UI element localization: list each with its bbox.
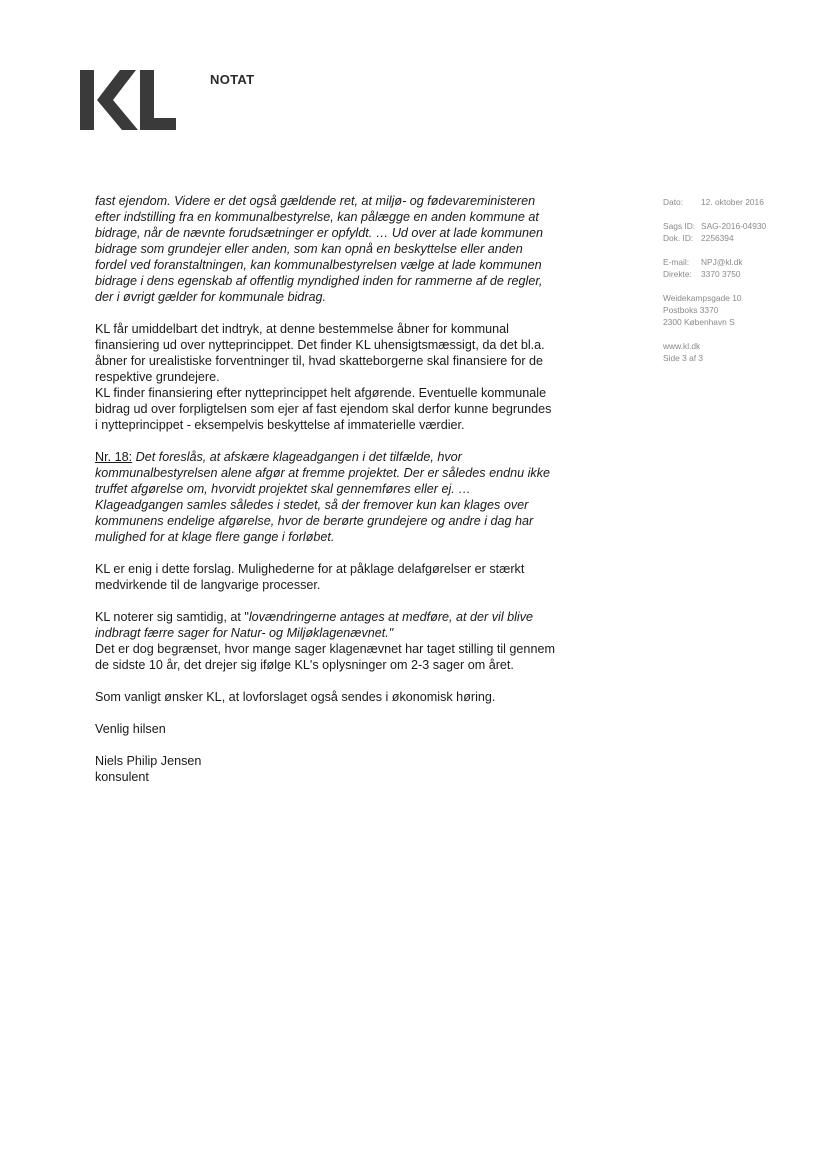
section-quote: Det foreslås, at afskære klageadgangen i det tilfælde, hvor kommunalbestyrelsen alene afgør at fremme projektet. Der er således endnu ikke truffet afgørelse om, hvorvidt projektet skal gennemføres eller ej. … Klageadgangen samles således i stedet, så der fremover kun kan klages over kommunens endelige afgørelse, hvor de berørte grundejere og andre i dag har mulighed for at klage flere gange i forløbet. bbox=[95, 450, 550, 544]
metadata-column bbox=[663, 196, 813, 376]
comment-paragraph: KL er enig i dette forslag. Mulighederne for at påklage delafgørelser er stærkt medvirkende til de langvarige processer. bbox=[95, 562, 525, 592]
sags-id-value: SAG-2016-04930 bbox=[701, 221, 767, 231]
email-value[interactable]: NPJ@kl.dk bbox=[701, 257, 743, 267]
address-line: 2300 København S bbox=[663, 317, 735, 327]
date-row bbox=[663, 196, 813, 208]
email-row bbox=[663, 256, 813, 268]
dok-id-row bbox=[663, 232, 813, 244]
sags-id-row bbox=[663, 220, 813, 232]
direct-phone-value: 3370 3750 bbox=[701, 269, 741, 279]
comment-paragraph bbox=[95, 609, 555, 673]
page-number: Side 3 af 3 bbox=[663, 353, 704, 363]
email-label: E-mail: bbox=[663, 257, 690, 267]
comment-paragraph bbox=[95, 321, 555, 433]
comment-paragraph: Som vanligt ønsker KL, at lovforslaget også sendes i økonomisk høring. bbox=[95, 690, 496, 704]
letter-body bbox=[95, 193, 555, 801]
inline-quote: lovændringerne antages at medføre, at der vil blive indbragt færre sager for Natur- og Miljøklagenævnet." bbox=[95, 610, 534, 640]
section-paragraph bbox=[95, 449, 555, 545]
signature bbox=[95, 753, 555, 785]
comment-text: KL noterer sig samtidig, at " bbox=[95, 610, 249, 624]
dok-id-value: 2256394 bbox=[701, 233, 734, 243]
comment-text: KL finder finansiering efter nytteprincippet helt afgørende. Eventuelle kommunale bidrag ud over forpligtelsen som ejer af fast ejendom skal derfor kunne begrundes i nytteprincippet - eksempelvis beskyttelse af immaterielle værdier. bbox=[95, 386, 552, 432]
sags-id-label: Sags ID: bbox=[663, 221, 696, 231]
kl-logo bbox=[80, 70, 176, 130]
date-value: 12. oktober 2016 bbox=[701, 197, 764, 207]
section-number: Nr. 18: bbox=[95, 450, 133, 464]
direct-phone-row bbox=[663, 268, 813, 280]
signature-title: konsulent bbox=[95, 770, 149, 784]
dok-id-label: Dok. ID: bbox=[663, 233, 694, 243]
date-label: Dato: bbox=[663, 197, 684, 207]
comment-text: KL får umiddelbart det indtryk, at denne bestemmelse åbner for kommunal finansiering ud over nytteprincippet. Det finder KL uhensigtsmæssigt, da det bl.a. åbner for urealistiske forventninger til, hvad skatteborgerne skal finansiere for de respektive grundejere. bbox=[95, 322, 545, 384]
website-link[interactable]: www.kl.dk bbox=[663, 341, 701, 351]
address-line: Weidekampsgade 10 bbox=[663, 293, 742, 303]
comment-text: Det er dog begrænset, hvor mange sager klagenævnet har taget stilling til gennem de sidste 10 år, det drejer sig ifølge KL's oplysninger om 2-3 sager om året. bbox=[95, 642, 555, 672]
direct-phone-label: Direkte: bbox=[663, 269, 692, 279]
address-line: Postboks 3370 bbox=[663, 305, 719, 315]
quoted-paragraph: fast ejendom. Videre er det også gældende ret, at miljø- og fødevareministeren efter indstilling fra en kommunalbestyrelse, kan pålægge en anden kommune at bidrage, når de nævnte forudsætninger er opfyldt. … Ud over at lade kommunen bidrage som grundejer eller anden, som kan opnå en beskyttelse eller anden fordel ved foranstaltningen, kan kommunalbestyrelsen vælge at lade kommunen bidrage i dens egenskab af offentlig myndighed inden for rammerne af de regler, der i øvrigt gælder for kommunale bidrag. bbox=[95, 194, 544, 304]
closing: Venlig hilsen bbox=[95, 722, 166, 736]
document-type: NOTAT bbox=[210, 72, 255, 87]
signature-name: Niels Philip Jensen bbox=[95, 754, 202, 768]
